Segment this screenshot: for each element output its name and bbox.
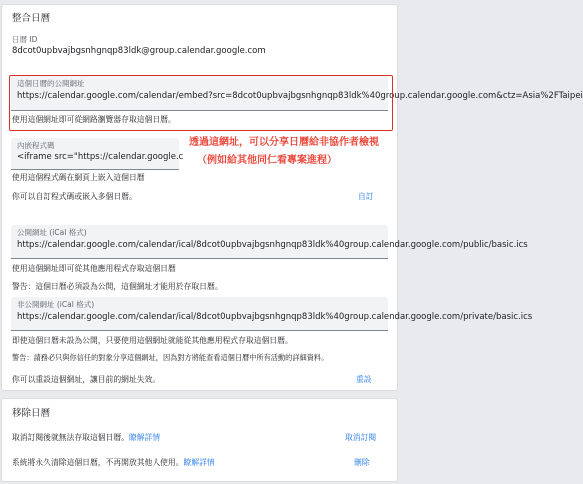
customize-link[interactable]: 自訂 xyxy=(358,192,374,201)
annotation-line2: （例如給其他同仁看專案進程） xyxy=(197,155,337,166)
ical-private-field[interactable] xyxy=(11,297,533,331)
ical-private-value: https://calendar.google.com/calendar/ical/8dcot0upbvajbgsnhgnqp83ldk%40group.calendar.google.com/private/basic.ics xyxy=(17,312,533,322)
unsubscribe-row xyxy=(12,433,160,442)
embed-code-label: 內嵌程式碼 xyxy=(17,141,55,150)
embed-desc2: 你可以自訂程式碼或嵌入多個日曆。 xyxy=(12,192,137,201)
delete-button[interactable]: 刪除 xyxy=(354,458,370,467)
delete-row xyxy=(12,458,215,467)
embed-desc: 使用這個程式碼在網頁上嵌入這個日曆 xyxy=(12,173,145,182)
ical-public-desc: 使用這個網址即可從其他應用程式存取這個日曆 xyxy=(12,264,176,273)
delete-learn-more-link[interactable]: 瞭解詳情 xyxy=(183,458,215,467)
section-title: 整合日曆 xyxy=(12,13,51,24)
remove-calendar-card xyxy=(1,398,398,482)
delete-desc: 系統將永久清除這個日曆，不再開放其他人使用。 xyxy=(12,458,184,467)
remove-section-title: 移除日曆 xyxy=(12,408,51,419)
ical-public-label: 公開網址 (iCal 格式) xyxy=(17,228,87,237)
public-url-label: 這個日曆的公開網址 xyxy=(17,79,85,88)
unsubscribe-learn-more-link[interactable]: 瞭解詳情 xyxy=(128,433,161,442)
ical-private-label: 非公開網址 (iCal 格式) xyxy=(17,300,95,309)
ical-public-field[interactable] xyxy=(11,225,528,259)
integrate-calendar-card xyxy=(1,4,583,391)
public-url-desc: 使用這個網址即可從網路瀏覽器存取這個日曆。 xyxy=(12,115,176,124)
unsubscribe-button[interactable]: 取消訂閱 xyxy=(345,433,377,442)
embed-code-field[interactable] xyxy=(11,138,184,170)
highlight-box xyxy=(9,75,393,131)
ical-public-warning: 警告：這個日曆必須設為公開，這個網址才能用於存取日曆。 xyxy=(12,282,223,291)
public-url-value: https://calendar.google.com/calendar/embed?src=8dcot0upbvajbgsnhgnqp83ldk%40group.calendar.google.com&ctz=Asia%2FTaipei xyxy=(17,91,583,101)
annotation-line1: 透過這網址，可以分享日曆給非協作者檢視 xyxy=(189,137,379,148)
ical-public-value: https://calendar.google.com/calendar/ical/8dcot0upbvajbgsnhgnqp83ldk%40group.calendar.google.com/public/basic.ics xyxy=(17,240,528,250)
unsubscribe-desc: 取消訂閱後就無法存取這個日曆。 xyxy=(12,433,129,442)
ical-private-desc: 即使這個日曆未設為公開，只要使用這個網址就能從其他應用程式存取這個日曆。 xyxy=(12,336,293,345)
reset-button[interactable]: 重設 xyxy=(356,375,372,384)
calendar-id-value: 8dcot0upbvajbgsnhgnqp83ldk@group.calendar.google.com xyxy=(12,46,266,56)
calendar-id-label: 日曆 ID xyxy=(12,35,38,44)
embed-code-value: <iframe src="https://calendar.google.c xyxy=(17,152,184,162)
ical-private-warning: 警告：請務必只與你信任的對象分享這個網址，因為對方將能查看這個日曆中所有活動的詳細資料。 xyxy=(12,353,329,362)
reset-desc: 你可以重設這個網址，讓目前的網址失效。 xyxy=(12,375,161,384)
